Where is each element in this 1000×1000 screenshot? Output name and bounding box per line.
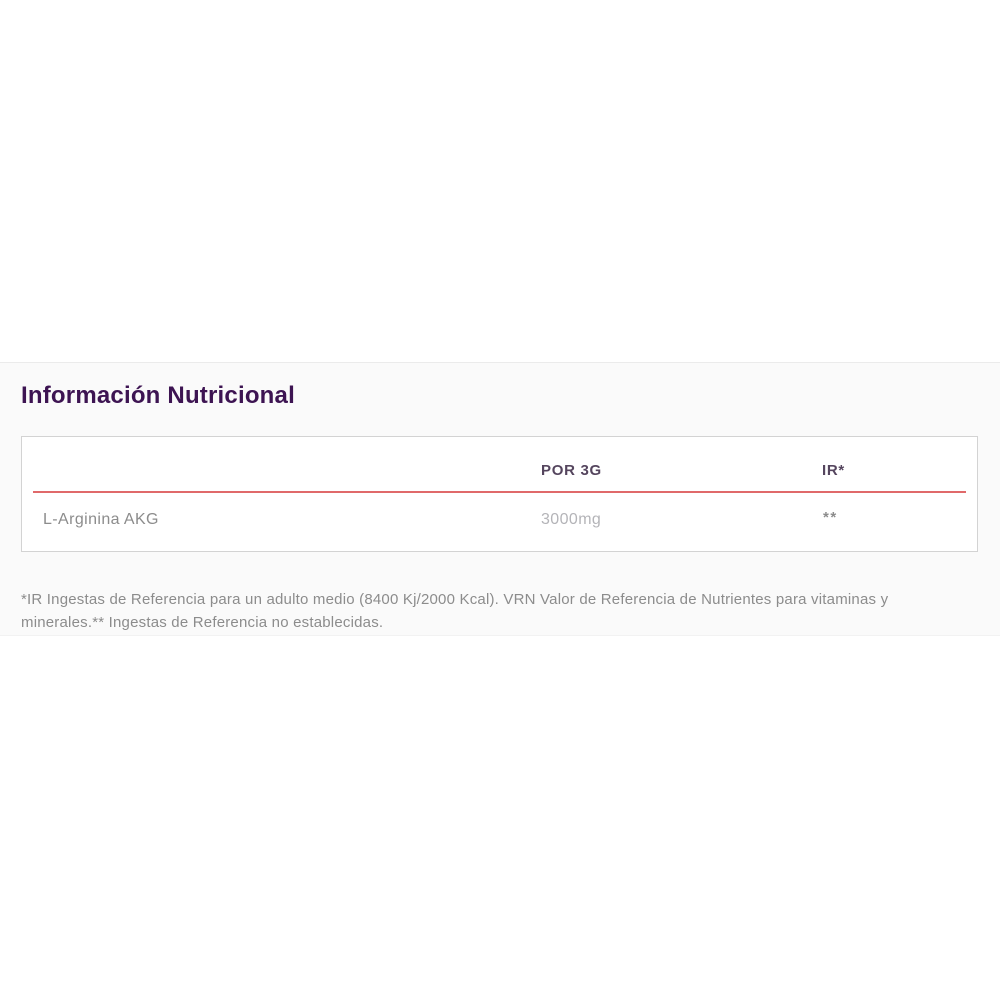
section-title: Información Nutricional <box>21 382 295 409</box>
cell-ir-value: ** <box>823 509 838 526</box>
footnote-text: *IR Ingestas de Referencia para un adulto medio (8400 Kj/2000 Kcal). VRN Valor de Referencia de Nutrientes para vitaminas y minerales.** Ingestas de Referencia no establecidas. <box>21 591 889 631</box>
header-per-serving: POR 3G <box>541 462 602 479</box>
cell-amount-per-serving: 3000mg <box>541 511 602 528</box>
header-accent-divider <box>33 491 966 493</box>
cell-nutrient-name: L-Arginina AKG <box>43 511 159 528</box>
nutrition-info-section <box>0 362 1000 636</box>
header-ir: IR* <box>822 462 845 479</box>
nutrition-table <box>21 436 978 552</box>
